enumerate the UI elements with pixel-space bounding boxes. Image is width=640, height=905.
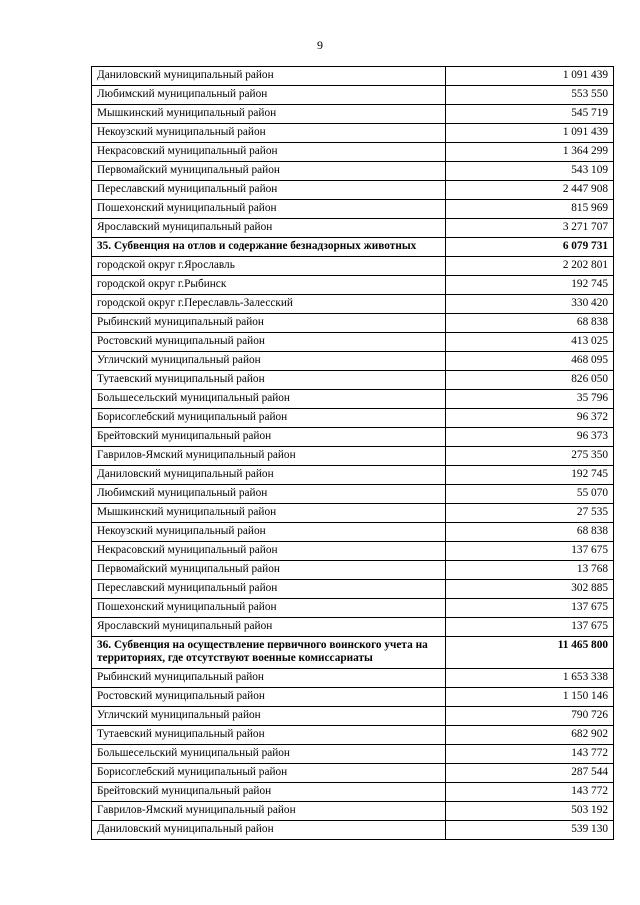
district-name: Пошехонский муниципальный район — [92, 200, 446, 219]
district-name: городской округ г.Переславль-Залесский — [92, 295, 446, 314]
amount-cell: 1 653 338 — [446, 669, 614, 688]
amount-cell: 287 544 — [446, 764, 614, 783]
amount-cell: 96 373 — [446, 428, 614, 447]
district-name: Брейтовский муниципальный район — [92, 783, 446, 802]
district-name: Ростовский муниципальный район — [92, 333, 446, 352]
amount-cell: 137 675 — [446, 618, 614, 637]
table-row — [92, 764, 614, 783]
table-row — [92, 257, 614, 276]
table-row — [92, 428, 614, 447]
amount-cell: 543 109 — [446, 162, 614, 181]
district-name: Большесельский муниципальный район — [92, 390, 446, 409]
table-body — [92, 67, 614, 840]
district-name: Даниловский муниципальный район — [92, 67, 446, 86]
table-row — [92, 802, 614, 821]
amount-cell: 27 535 — [446, 504, 614, 523]
amount-cell: 413 025 — [446, 333, 614, 352]
table-row — [92, 745, 614, 764]
table-row — [92, 314, 614, 333]
amount-cell: 96 372 — [446, 409, 614, 428]
amount-cell: 1 150 146 — [446, 688, 614, 707]
table-row — [92, 707, 614, 726]
table-row — [92, 669, 614, 688]
district-name: Ярославский муниципальный район — [92, 618, 446, 637]
section-row — [92, 238, 614, 257]
amount-cell: 545 719 — [446, 105, 614, 124]
district-name: Переславский муниципальный район — [92, 181, 446, 200]
amount-cell: 1 364 299 — [446, 143, 614, 162]
amount-cell: 13 768 — [446, 561, 614, 580]
table-row — [92, 352, 614, 371]
section-row — [92, 637, 614, 669]
table-row — [92, 504, 614, 523]
section-title: 35. Субвенция на отлов и содержание безнадзорных животных — [92, 238, 446, 257]
table-row — [92, 618, 614, 637]
amount-cell: 55 070 — [446, 485, 614, 504]
district-name: Переславский муниципальный район — [92, 580, 446, 599]
amount-cell: 275 350 — [446, 447, 614, 466]
amount-cell: 468 095 — [446, 352, 614, 371]
subvention-table — [91, 66, 614, 840]
district-name: Ярославский муниципальный район — [92, 219, 446, 238]
district-name: Некоузский муниципальный район — [92, 124, 446, 143]
table-row — [92, 542, 614, 561]
amount-cell: 68 838 — [446, 314, 614, 333]
district-name: Первомайский муниципальный район — [92, 561, 446, 580]
table-row — [92, 447, 614, 466]
district-name: Даниловский муниципальный район — [92, 466, 446, 485]
amount-cell: 2 202 801 — [446, 257, 614, 276]
table-row — [92, 181, 614, 200]
page-number: 9 — [317, 38, 323, 52]
amount-cell: 1 091 439 — [446, 67, 614, 86]
amount-cell: 68 838 — [446, 523, 614, 542]
district-name: Ростовский муниципальный район — [92, 688, 446, 707]
table-row — [92, 295, 614, 314]
district-name: Рыбинский муниципальный район — [92, 314, 446, 333]
amount-cell: 192 745 — [446, 466, 614, 485]
section-title: 36. Субвенция на осуществление первичного воинского учета на территориях, где отсутствуют военные комиссариаты — [92, 637, 446, 669]
district-name: городской округ г.Рыбинск — [92, 276, 446, 295]
district-name: Борисоглебский муниципальный район — [92, 764, 446, 783]
district-name: Большесельский муниципальный район — [92, 745, 446, 764]
table-row — [92, 162, 614, 181]
table-row — [92, 485, 614, 504]
amount-cell: 1 091 439 — [446, 124, 614, 143]
district-name: Тутаевский муниципальный район — [92, 726, 446, 745]
table-row — [92, 219, 614, 238]
amount-cell: 330 420 — [446, 295, 614, 314]
amount-cell: 192 745 — [446, 276, 614, 295]
district-name: Борисоглебский муниципальный район — [92, 409, 446, 428]
table-row — [92, 200, 614, 219]
district-name: Некрасовский муниципальный район — [92, 542, 446, 561]
table-row — [92, 688, 614, 707]
table-row — [92, 599, 614, 618]
district-name: городской округ г.Ярославль — [92, 257, 446, 276]
section-total: 11 465 800 — [446, 637, 614, 669]
amount-cell: 539 130 — [446, 821, 614, 840]
table-row — [92, 143, 614, 162]
district-name: Некоузский муниципальный район — [92, 523, 446, 542]
section-total: 6 079 731 — [446, 238, 614, 257]
table-row — [92, 390, 614, 409]
district-name: Некрасовский муниципальный район — [92, 143, 446, 162]
district-name: Любимский муниципальный район — [92, 86, 446, 105]
table-row — [92, 276, 614, 295]
district-name: Брейтовский муниципальный район — [92, 428, 446, 447]
amount-cell: 790 726 — [446, 707, 614, 726]
table-row — [92, 466, 614, 485]
amount-cell: 503 192 — [446, 802, 614, 821]
district-name: Гаврилов-Ямский муниципальный район — [92, 802, 446, 821]
table-row — [92, 726, 614, 745]
table-row — [92, 523, 614, 542]
district-name: Угличский муниципальный район — [92, 352, 446, 371]
table-row — [92, 821, 614, 840]
amount-cell: 35 796 — [446, 390, 614, 409]
amount-cell: 302 885 — [446, 580, 614, 599]
district-name: Угличский муниципальный район — [92, 707, 446, 726]
table-row — [92, 67, 614, 86]
district-name: Рыбинский муниципальный район — [92, 669, 446, 688]
amount-cell: 143 772 — [446, 745, 614, 764]
amount-cell: 137 675 — [446, 599, 614, 618]
amount-cell: 137 675 — [446, 542, 614, 561]
amount-cell: 3 271 707 — [446, 219, 614, 238]
amount-cell: 826 050 — [446, 371, 614, 390]
amount-cell: 2 447 908 — [446, 181, 614, 200]
table-row — [92, 124, 614, 143]
amount-cell: 143 772 — [446, 783, 614, 802]
district-name: Первомайский муниципальный район — [92, 162, 446, 181]
amount-cell: 553 550 — [446, 86, 614, 105]
table-row — [92, 580, 614, 599]
amount-cell: 682 902 — [446, 726, 614, 745]
table-row — [92, 561, 614, 580]
district-name: Любимский муниципальный район — [92, 485, 446, 504]
district-name: Даниловский муниципальный район — [92, 821, 446, 840]
table-row — [92, 409, 614, 428]
table-row — [92, 105, 614, 124]
table-row — [92, 333, 614, 352]
amount-cell: 815 969 — [446, 200, 614, 219]
table-row — [92, 86, 614, 105]
district-name: Мышкинский муниципальный район — [92, 504, 446, 523]
district-name: Гаврилов-Ямский муниципальный район — [92, 447, 446, 466]
table-row — [92, 371, 614, 390]
district-name: Мышкинский муниципальный район — [92, 105, 446, 124]
district-name: Пошехонский муниципальный район — [92, 599, 446, 618]
district-name: Тутаевский муниципальный район — [92, 371, 446, 390]
table-row — [92, 783, 614, 802]
